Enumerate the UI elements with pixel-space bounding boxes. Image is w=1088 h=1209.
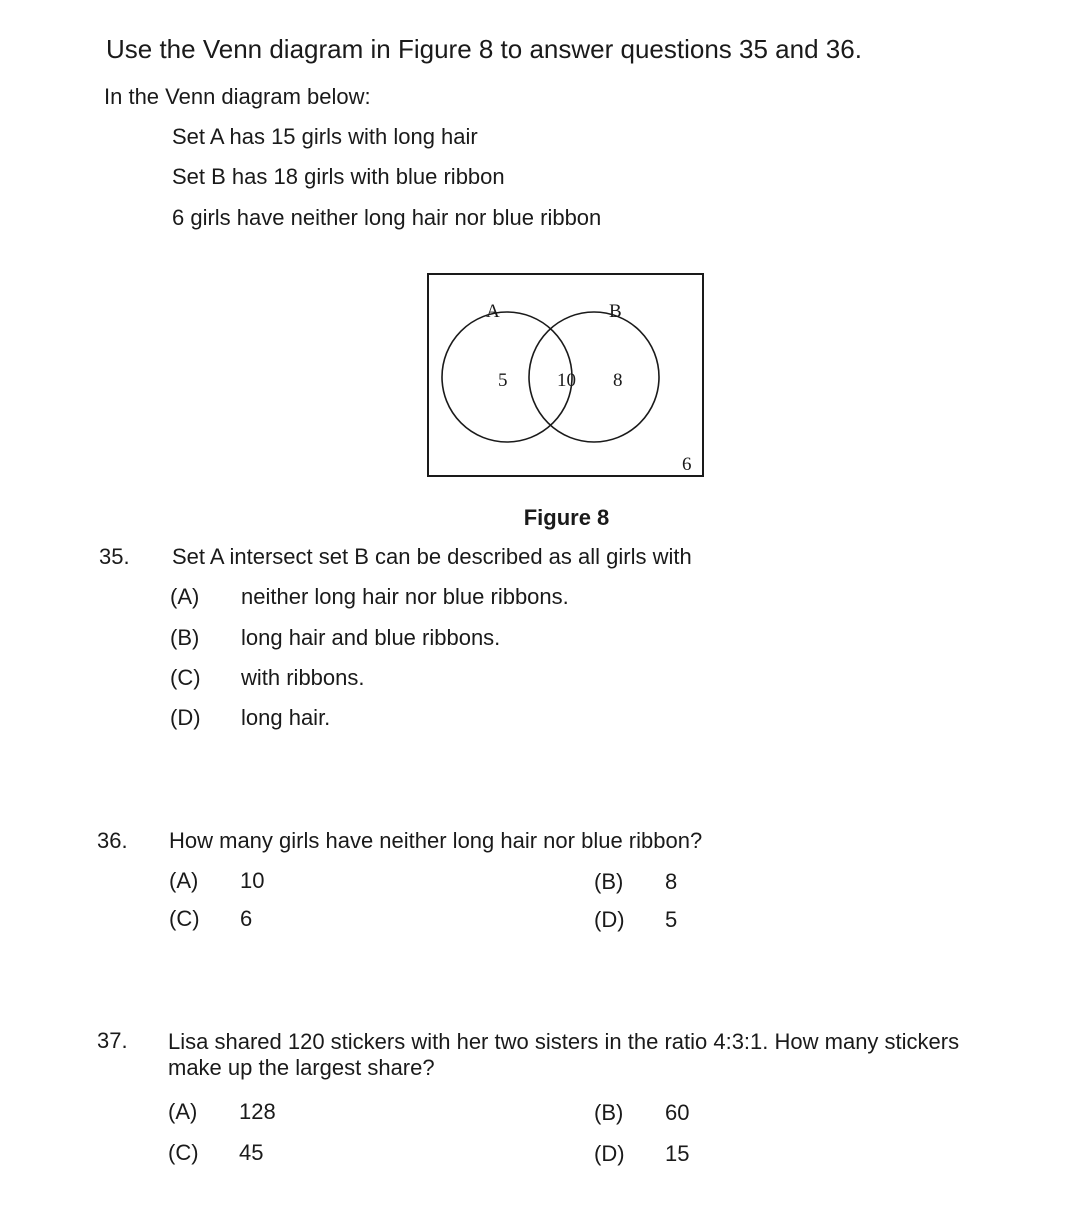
option-b-text: 60 [665,1100,690,1125]
only-b-count: 8 [613,370,623,391]
instruction-heading: Use the Venn diagram in Figure 8 to answer questions 35 and 36. [106,34,862,64]
option-c-text: 6 [240,906,253,931]
option-a-label: (A) [168,1099,198,1124]
option-a-label: (A) [169,868,199,893]
only-a-count: 5 [498,370,508,391]
question-number: 37. [97,1028,128,1053]
question-text-line-2: make up the largest share? [168,1055,435,1080]
option-c-text: with ribbons. [241,665,365,690]
option-c-text: 45 [239,1140,264,1165]
set-b-circle [529,312,659,442]
question-text: Set A intersect set B can be described as all girls with [172,544,692,569]
option-a-text: 128 [239,1099,276,1124]
option-d-text: 5 [665,907,678,932]
neither-count: 6 [682,454,692,475]
neither-statement: 6 girls have neither long hair nor blue ribbon [172,205,602,230]
option-d-text: 15 [665,1141,690,1166]
instruction-lead: In the Venn diagram below: [104,84,371,109]
option-b-label: (B) [594,869,624,894]
option-c-label: (C) [169,906,200,931]
option-d-label: (D) [594,1141,625,1166]
question-number: 36. [97,828,128,853]
option-b-label: (B) [170,625,200,650]
option-b-text: long hair and blue ribbons. [241,625,501,650]
figure-caption: Figure 8 [523,505,610,530]
option-d-text: long hair. [241,705,331,730]
option-d-label: (D) [170,705,201,730]
intersection-count: 10 [557,370,576,391]
option-b-text: 8 [665,869,678,894]
question-number: 35. [99,544,130,569]
question-text-line-1: Lisa shared 120 stickers with her two sisters in the ratio 4:3:1. How many stickers [168,1029,960,1054]
option-a-text: 10 [240,868,265,893]
option-a-label: (A) [170,584,200,609]
option-d-label: (D) [594,907,625,932]
option-a-text: neither long hair nor blue ribbons. [241,584,569,609]
set-b-label: B [609,301,622,322]
option-c-label: (C) [168,1140,199,1165]
set-b-statement: Set B has 18 girls with blue ribbon [172,164,505,189]
option-b-label: (B) [594,1100,624,1125]
question-text: How many girls have neither long hair nor blue ribbon? [169,828,703,853]
venn-diagram [427,273,704,477]
option-c-label: (C) [170,665,201,690]
set-a-label: A [486,301,500,322]
set-a-statement: Set A has 15 girls with long hair [172,124,478,149]
